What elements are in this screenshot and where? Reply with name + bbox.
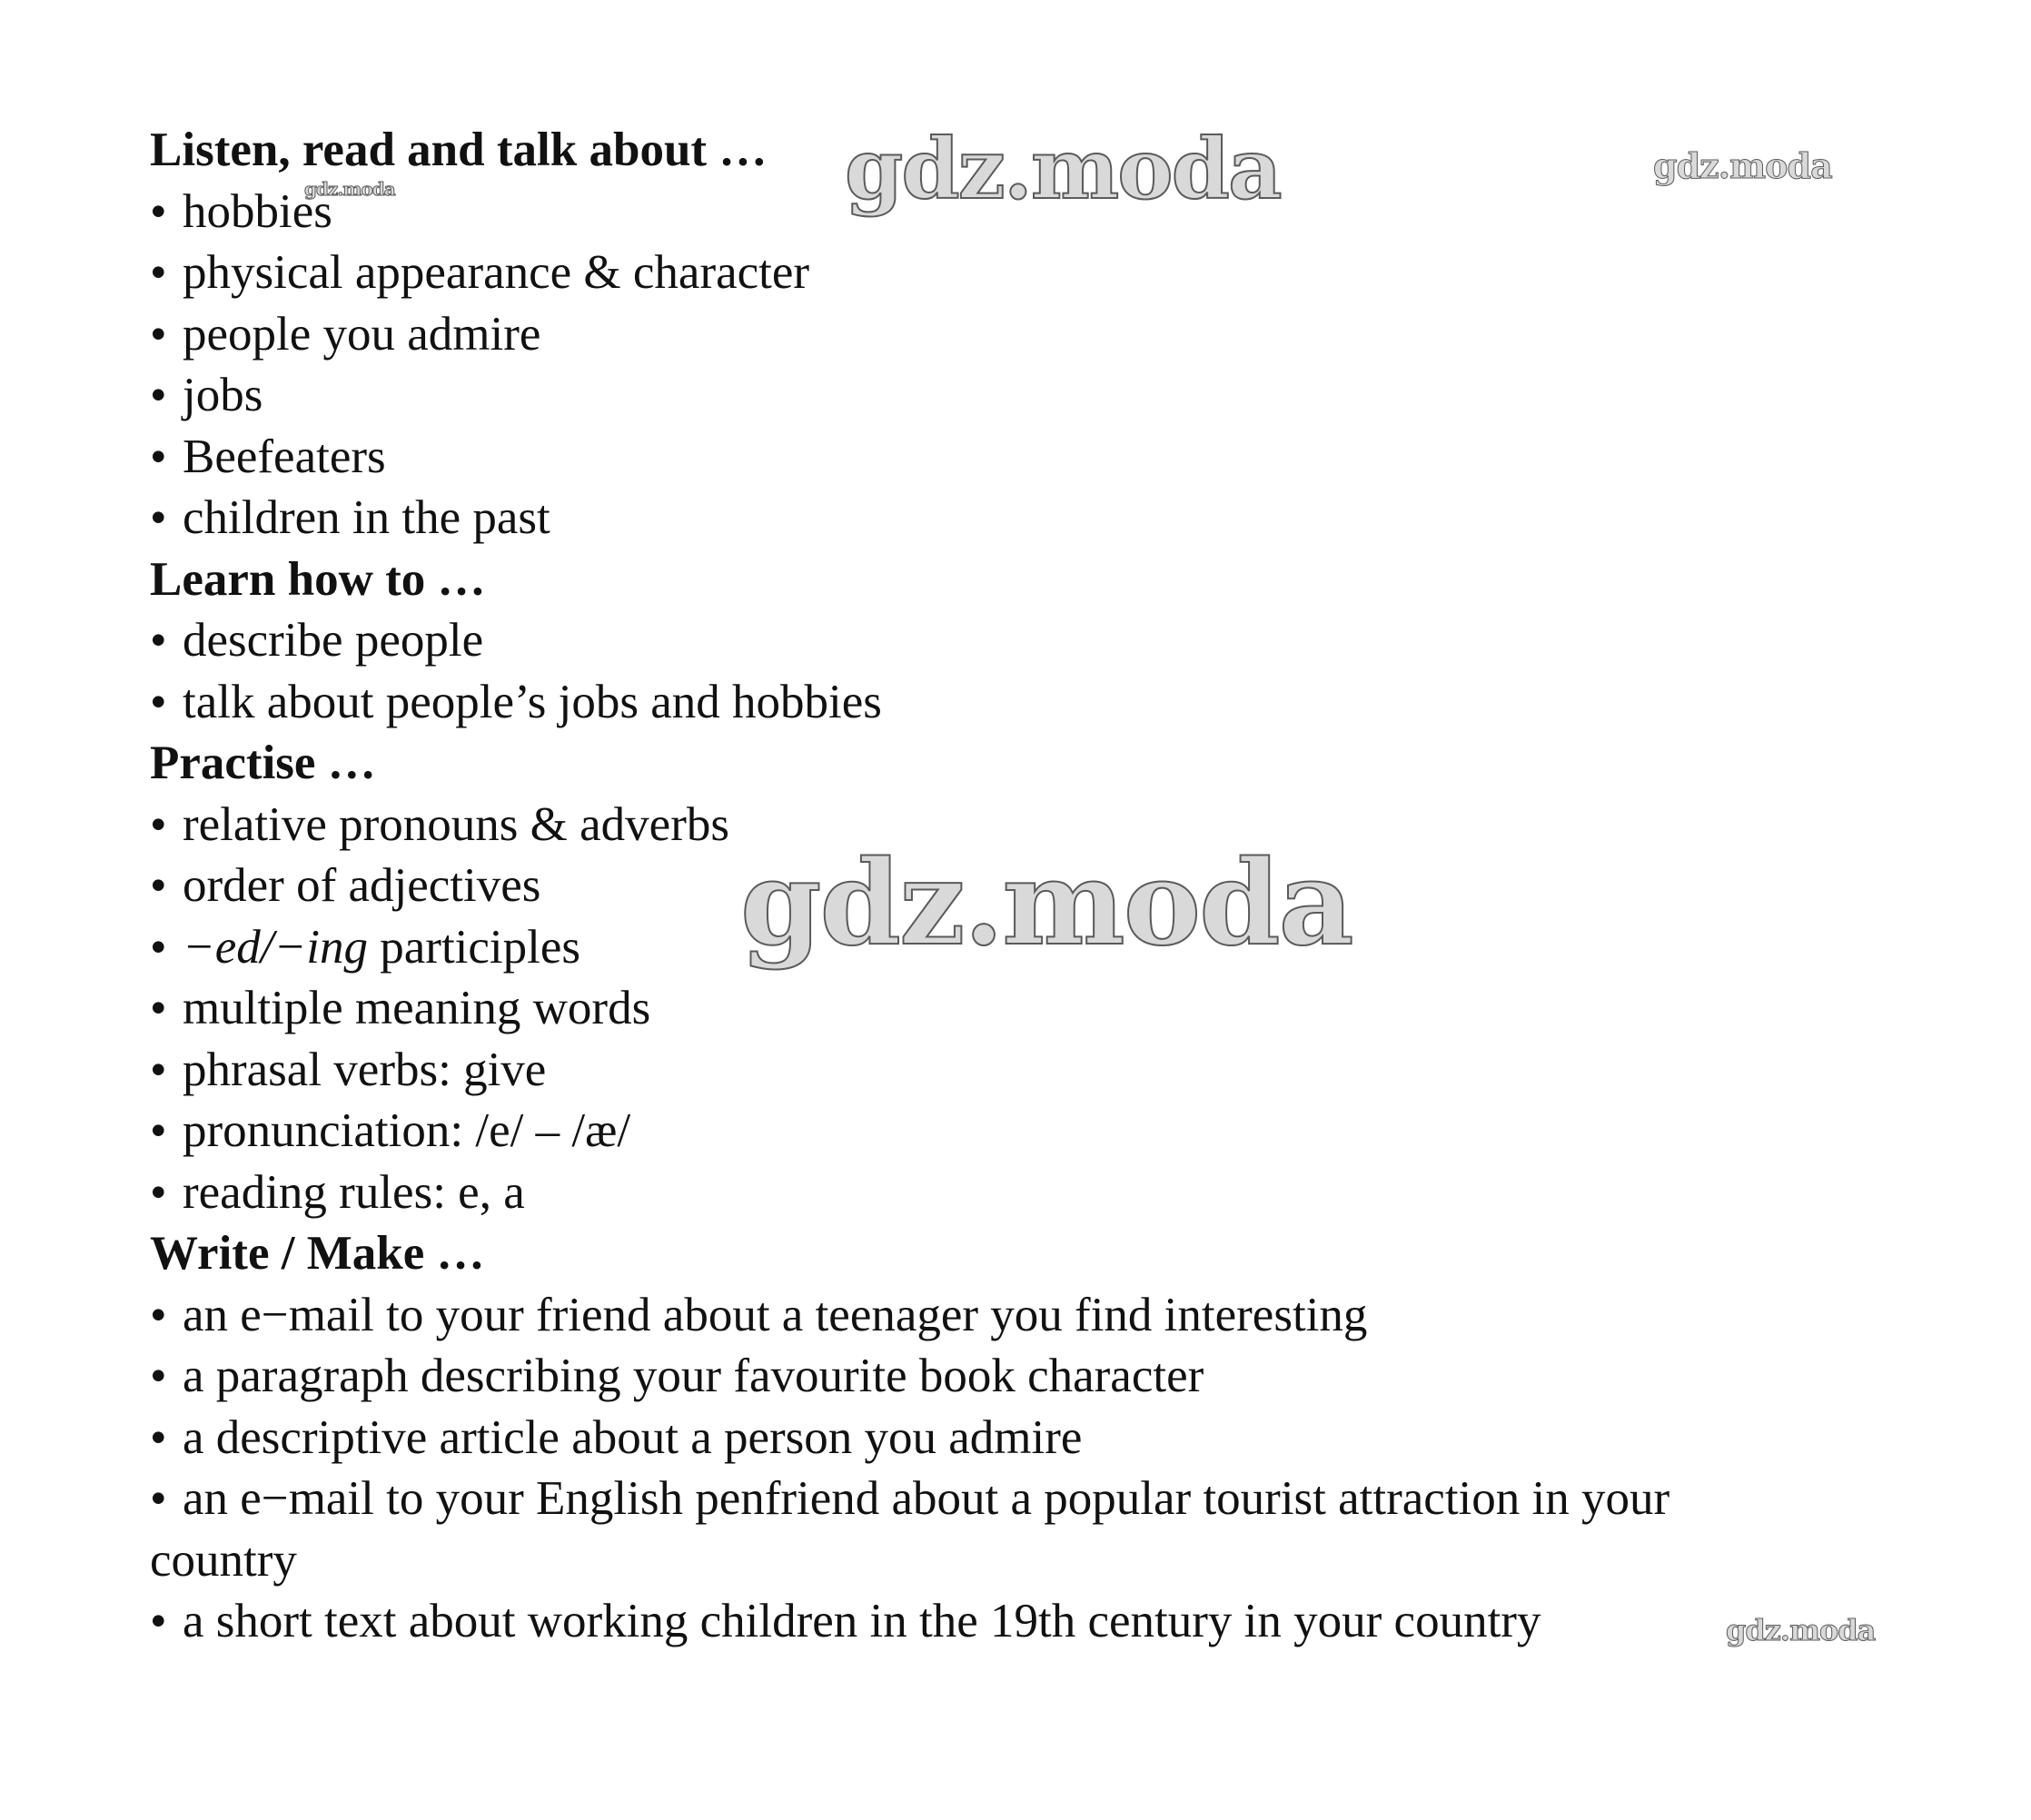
list-item-text: jobs — [183, 369, 263, 421]
list-item-text: people you admire — [183, 307, 541, 361]
list-item — [150, 1408, 1930, 1469]
list-item — [150, 242, 1930, 304]
bullet: • — [150, 184, 167, 238]
bullet: • — [150, 1472, 167, 1525]
list-item-text: phrasal verbs: give — [183, 1043, 547, 1096]
list-item — [150, 1040, 1930, 1102]
bullet: • — [150, 246, 167, 299]
section-heading-listen: Listen, read and talk about … — [150, 124, 768, 176]
list-item — [150, 427, 1930, 489]
list-item — [150, 304, 1930, 366]
bullet: • — [150, 307, 167, 361]
bullet: • — [150, 982, 167, 1034]
list-item-text: reading rules: e, a — [183, 1165, 525, 1219]
list-item — [150, 365, 1930, 427]
bullet: • — [150, 1350, 167, 1402]
section-heading-write: Write / Make … — [150, 1227, 485, 1280]
list-item — [150, 488, 1930, 549]
list-item-text: describe people — [183, 614, 484, 667]
list-item-text: an e−mail to your friend about a teenager you find interesting — [183, 1288, 1368, 1341]
bullet: • — [150, 859, 167, 912]
list-item-text: Beefeaters — [183, 430, 386, 483]
bullet: • — [150, 675, 167, 728]
list-item — [150, 1346, 1930, 1408]
bullet: • — [150, 797, 167, 851]
list-item — [150, 1469, 1930, 1530]
list-item-text: children in the past — [183, 491, 550, 544]
watermark: gdz.moda — [740, 836, 1352, 972]
bullet: • — [150, 1595, 167, 1647]
list-item-text: talk about people’s jobs and hobbies — [183, 675, 882, 728]
list-item — [150, 1285, 1930, 1347]
watermark: gdz.moda — [845, 120, 1281, 218]
bullet: • — [150, 614, 167, 667]
bullet: • — [150, 491, 167, 544]
list-item-text: an e−mail to your English penfriend about a popular tourist attraction in your — [183, 1472, 1670, 1525]
bullet: • — [150, 430, 167, 483]
list-item-text: relative pronouns & adverbs — [183, 797, 729, 851]
section-heading-learn: Learn how to … — [150, 552, 486, 606]
bullet: • — [150, 920, 167, 974]
list-item-text: physical appearance & character — [183, 246, 810, 299]
list-item-text: a paragraph describing your favourite book character — [183, 1350, 1204, 1402]
list-item — [150, 1591, 1930, 1653]
list-item-text: order of adjectives — [183, 859, 541, 912]
bullet: • — [150, 1410, 167, 1464]
bullet: • — [150, 369, 167, 421]
suffix-text: −ed/−ing — [183, 920, 369, 974]
watermark: gdz.moda — [1653, 145, 1832, 186]
bullet: • — [150, 1043, 167, 1096]
list-item-text: country — [150, 1533, 297, 1587]
list-item-text: participles — [380, 920, 581, 974]
list-item — [150, 1162, 1930, 1224]
list-item-continuation — [150, 1530, 1930, 1592]
list-item — [150, 672, 1930, 734]
list-item-text: multiple meaning words — [183, 982, 651, 1034]
list-item-text: pronunciation: /e/ – /æ/ — [183, 1104, 631, 1157]
list-item — [150, 978, 1930, 1040]
list-item-text: a descriptive article about a person you admire — [183, 1410, 1083, 1464]
bullet: • — [150, 1165, 167, 1219]
watermark: gdz.moda — [1726, 1613, 1876, 1647]
section-heading-practise: Practise … — [150, 737, 376, 789]
list-item — [150, 610, 1930, 672]
list-item-text: a short text about working children in the 19th century in your country — [183, 1595, 1541, 1647]
bullet: • — [150, 1104, 167, 1157]
list-item — [150, 1101, 1930, 1162]
list-item-text: hobbies — [183, 184, 332, 238]
bullet: • — [150, 1288, 167, 1341]
watermark: gdz.moda — [304, 178, 395, 200]
